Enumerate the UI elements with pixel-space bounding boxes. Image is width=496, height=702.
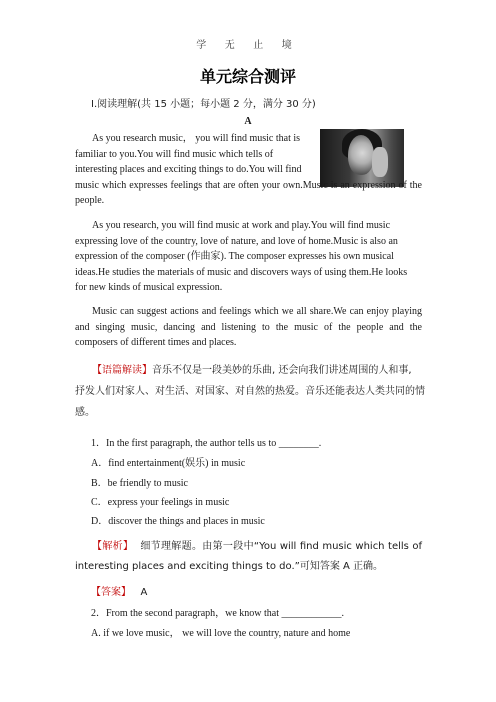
passage-paragraph-1 <box>75 131 422 209</box>
passage-line: for new kinds of musical expression. <box>75 282 223 294</box>
question-2-stem: 2．From the second paragraph，we know that ____________. <box>91 608 345 619</box>
passage-line: expression of the composer (作曲家). The composer expresses his own musical <box>75 251 394 263</box>
passage-line: music which expresses feelings that are often your own.Music is an expression of the <box>75 179 422 191</box>
passage-paragraph-3 <box>75 304 422 351</box>
analysis-label: 【解析】 <box>92 541 134 552</box>
passage-line: composers of different times and places. <box>75 337 237 349</box>
passage-line: As you research, you will find music at work and play.You will find music <box>92 220 391 231</box>
passage-line: interesting places and exciting things to do.You will find <box>75 164 302 176</box>
question-1-answer <box>91 585 147 601</box>
question-1-stem: 1．In the first paragraph, the author tells us to ________. <box>91 438 322 449</box>
passage-line: As you research music， you will find music that is <box>92 133 301 144</box>
guide-text: 感。 <box>75 407 95 418</box>
passage-guide <box>75 360 425 423</box>
passage-paragraph-2 <box>75 218 422 296</box>
guide-text: 音乐不仅是一段美妙的乐曲, 还会向我们讲述周围的人和事, <box>152 365 412 376</box>
question-1-option-c: C．express your feelings in music <box>91 497 230 508</box>
question-1-analysis <box>75 537 422 577</box>
section-heading: Ⅰ.阅读理解(共 15 小题；每小题 2 分，满分 30 分) <box>91 99 316 110</box>
answer-label: 【答案】 <box>91 587 131 598</box>
passage-line: Music can suggest actions and feelings which we all share.We can enjoy playing <box>92 306 422 317</box>
passage-line: familiar to you.You will find music which tells of <box>75 148 274 160</box>
passage-line: expressing love of the country, love of nature, and love of home.Music is also an <box>75 235 398 247</box>
answer-value: A <box>140 587 148 598</box>
page-header: 学 无 止 境 <box>196 40 300 51</box>
analysis-text: interesting places and exciting things to do.”可知答案 A 正确。 <box>75 561 384 572</box>
guide-label: 【语篇解读】 <box>92 365 152 376</box>
question-1-option-b: B．be friendly to music <box>91 478 188 489</box>
passage-line: and singing music, dancing and listening to the music of the people and the <box>75 321 422 333</box>
question-1-option-a: A．find entertainment(娱乐) in music <box>91 458 246 469</box>
guide-text: 抒发人们对家人、对生活、对国家、对自然的热爱。音乐还能表达人类共同的情 <box>75 386 425 397</box>
page-title: 单元综合测评 <box>199 67 296 86</box>
passage-line: people. <box>75 195 105 207</box>
passage-line: ideas.He studies the materials of music and discovers ways of using them.He looks <box>75 266 408 278</box>
passage-label: A <box>244 116 252 127</box>
question-2-option-a: A. if we love music， we will love the country, nature and home <box>91 628 351 639</box>
question-1-option-d: D．discover the things and places in music <box>91 516 265 527</box>
analysis-text: 细节理解题。由第一段中“You will find music which tells of <box>140 541 423 552</box>
